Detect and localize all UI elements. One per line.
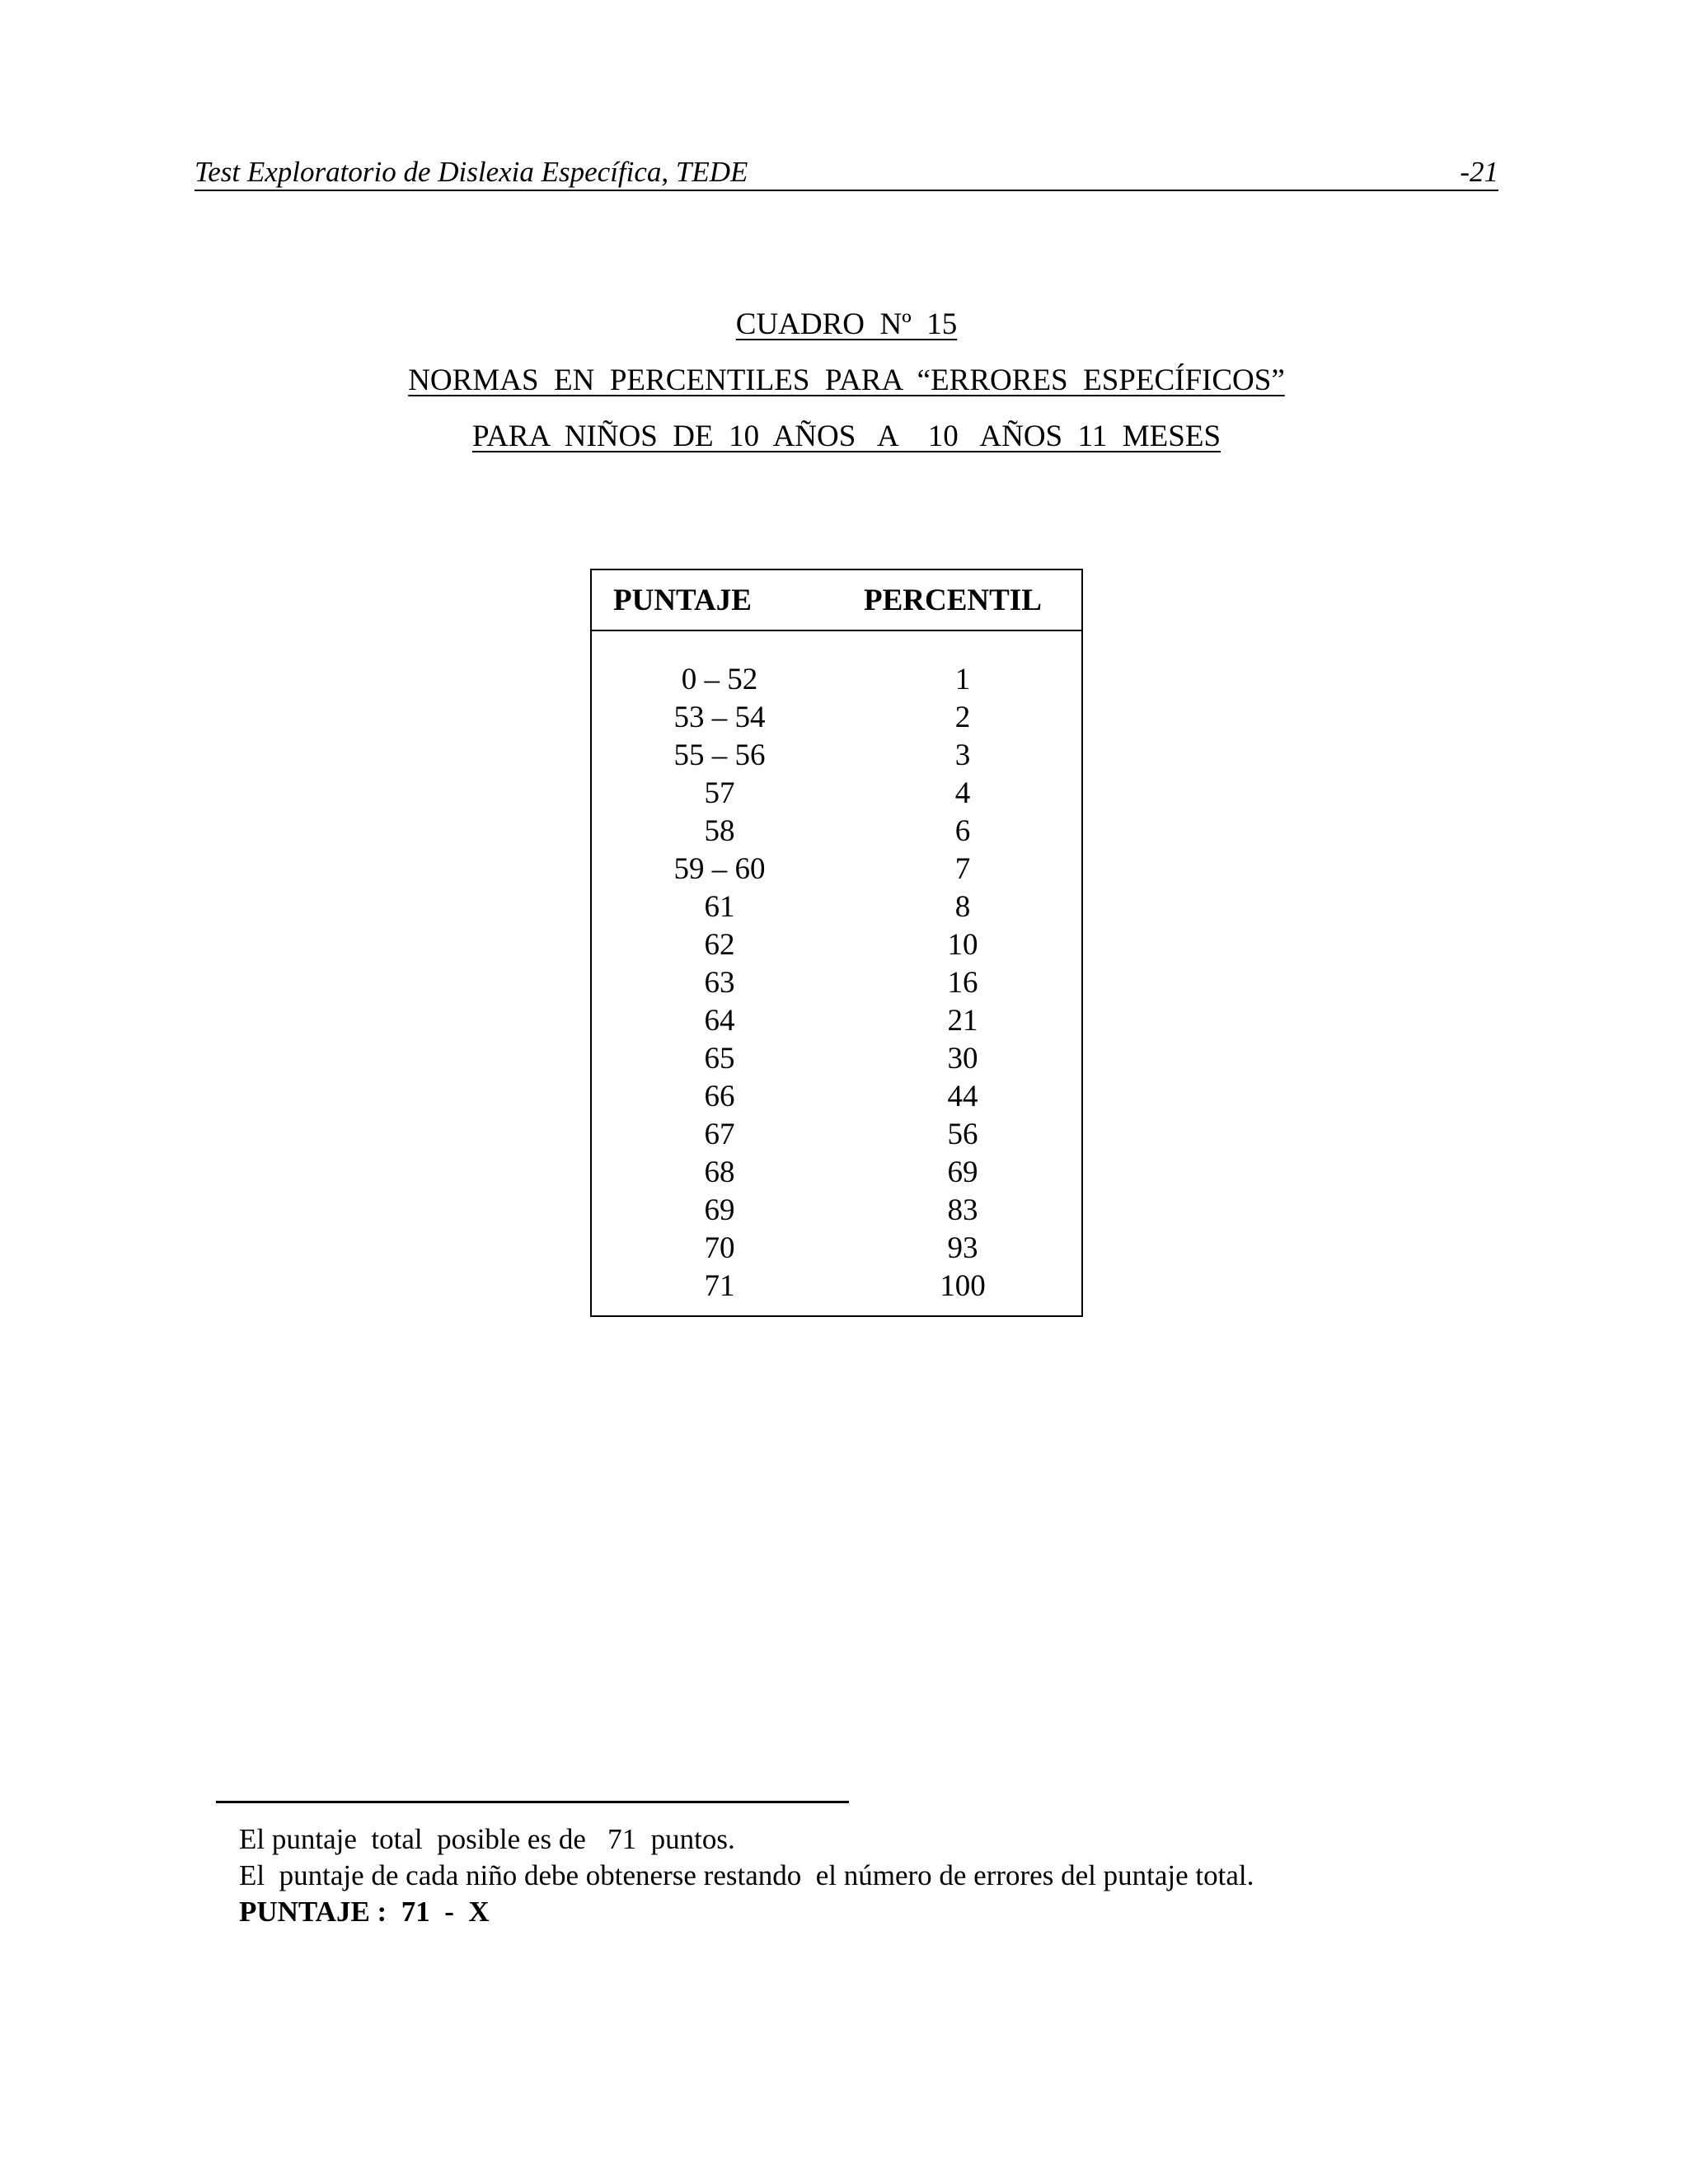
puntaje-cell: 0 – 52 xyxy=(681,663,758,696)
table-row xyxy=(592,1154,1081,1192)
table-row xyxy=(592,888,1081,926)
puntaje-cell: 62 xyxy=(704,928,735,962)
table-titles xyxy=(195,297,1498,465)
puntaje-cell: 67 xyxy=(704,1118,735,1151)
puntaje-cell: 58 xyxy=(704,814,735,848)
title-line-1: CUADRO Nº 15 xyxy=(735,307,958,341)
percentil-cell: 2 xyxy=(954,701,971,734)
percentil-cell: 8 xyxy=(954,890,971,924)
percentile-table xyxy=(590,569,1083,1317)
table-row xyxy=(592,813,1081,851)
header-title: Test Exploratorio de Dislexia Específica, TEDE xyxy=(195,156,748,188)
percentil-cell: 69 xyxy=(947,1155,978,1189)
percentil-cell: 7 xyxy=(954,852,971,886)
title-line-3: PARA NIÑOS DE 10 AÑOS A 10 AÑOS 11 MESES xyxy=(471,419,1221,453)
page-header xyxy=(195,155,1498,191)
puntaje-cell: 65 xyxy=(704,1042,735,1076)
percentil-cell: 1 xyxy=(954,663,971,696)
table-row xyxy=(592,1230,1081,1268)
table-row xyxy=(592,1192,1081,1230)
note-formula: PUNTAJE : 71 - X xyxy=(239,1896,490,1928)
puntaje-cell: 57 xyxy=(704,776,735,810)
table-row xyxy=(592,964,1081,1002)
table-row xyxy=(592,926,1081,964)
puntaje-cell: 64 xyxy=(704,1004,735,1038)
puntaje-cell: 69 xyxy=(704,1193,735,1227)
table-row xyxy=(592,699,1081,737)
puntaje-cell: 61 xyxy=(704,890,735,924)
note-line-1: El puntaje total posible es de 71 puntos. xyxy=(239,1823,735,1855)
percentil-cell: 6 xyxy=(954,814,971,848)
percentil-cell: 3 xyxy=(954,738,971,772)
puntaje-cell: 66 xyxy=(704,1080,735,1113)
table-row xyxy=(592,1078,1081,1116)
puntaje-cell: 55 – 56 xyxy=(673,738,766,772)
puntaje-cell: 71 xyxy=(704,1269,735,1303)
percentil-cell: 16 xyxy=(947,966,978,1000)
table-row xyxy=(592,1002,1081,1040)
puntaje-cell: 53 – 54 xyxy=(673,701,766,734)
title-line-2: NORMAS EN PERCENTILES PARA “ERRORES ESPECÍFICOS” xyxy=(408,363,1285,397)
puntaje-cell: 70 xyxy=(704,1231,735,1265)
puntaje-cell: 63 xyxy=(704,966,735,1000)
note-line-2: El puntaje de cada niño debe obtenerse restando el número de errores del puntaje total. xyxy=(239,1859,1254,1891)
percentil-cell: 4 xyxy=(954,776,971,810)
table-row xyxy=(592,661,1081,699)
percentil-cell: 10 xyxy=(947,928,978,962)
header-percentil: PERCENTIL xyxy=(864,583,1042,617)
table-row xyxy=(592,851,1081,888)
table-row xyxy=(592,737,1081,775)
table-body xyxy=(592,661,1081,1305)
table-row xyxy=(592,1040,1081,1078)
page-number: -21 xyxy=(1460,156,1498,188)
puntaje-cell: 68 xyxy=(704,1155,735,1189)
puntaje-cell: 59 – 60 xyxy=(673,852,766,886)
table-row xyxy=(592,1268,1081,1305)
footnote-divider xyxy=(216,1801,849,1803)
header-puntaje: PUNTAJE xyxy=(613,583,752,617)
percentil-cell: 30 xyxy=(947,1042,978,1076)
footnotes xyxy=(239,1821,1254,1930)
percentil-cell: 93 xyxy=(947,1231,978,1265)
percentil-cell: 56 xyxy=(947,1118,978,1151)
percentil-cell: 21 xyxy=(947,1004,978,1038)
percentil-cell: 100 xyxy=(940,1269,986,1303)
table-row xyxy=(592,1116,1081,1154)
table-header xyxy=(592,570,1081,631)
table-row xyxy=(592,775,1081,813)
percentil-cell: 44 xyxy=(947,1080,978,1113)
percentil-cell: 83 xyxy=(947,1193,978,1227)
